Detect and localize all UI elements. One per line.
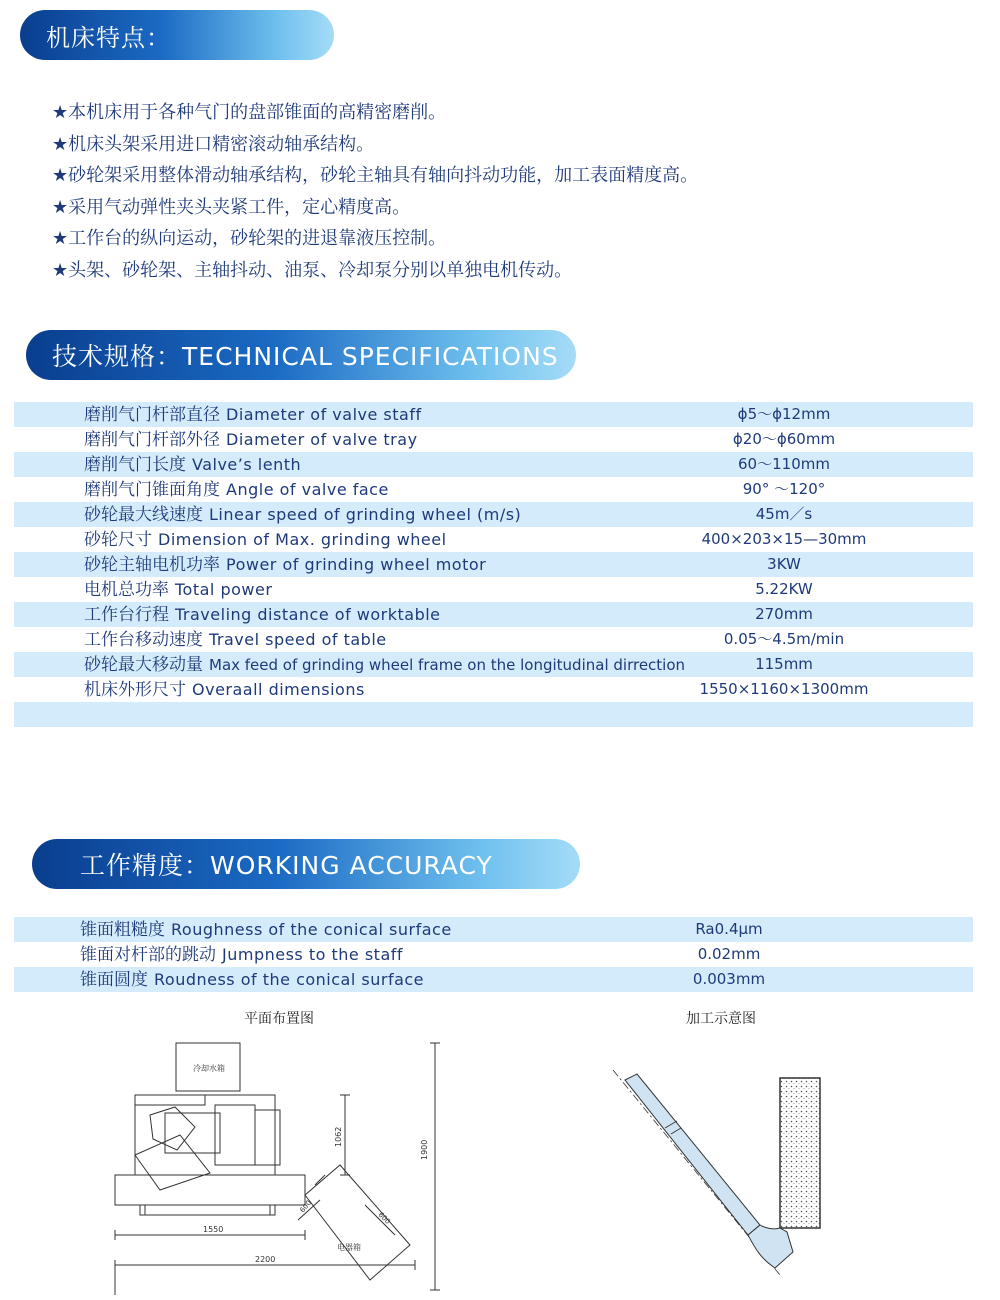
spec-name-en: Linear speed of grinding wheel (m/s) (209, 505, 522, 524)
process-drawing (605, 1070, 835, 1290)
spec-name-zh: 电机总功率 (84, 580, 169, 600)
feature-item: ★采用气动弹性夹头夹紧工件，定心精度高。 (52, 196, 411, 218)
spec-name-zh: 工作台行程 (84, 605, 169, 625)
spec-value: ϕ20～ϕ60mm (732, 430, 836, 448)
layout-drawing (105, 1035, 455, 1297)
accuracy-name-en: Roudness of the conical surface (154, 970, 425, 989)
accuracy-value: 0.003mm (692, 970, 766, 988)
spec-name-en: Max feed of grinding wheel frame on the longitudinal dirrection (209, 656, 686, 674)
table-row (14, 427, 973, 452)
spec-value: 400×203×15—30mm (701, 530, 867, 548)
table-row (14, 967, 973, 992)
spec-name-en: Power of grinding wheel motor (226, 555, 487, 574)
spec-name-zh: 磨削气门长度 (84, 455, 186, 475)
dim-600a-label: 600 (298, 1198, 314, 1215)
spec-value: 5.22KW (755, 580, 813, 598)
spec-value: 3KW (767, 555, 801, 573)
accuracy-name-zh: 锥面对杆部的跳动 (80, 945, 216, 965)
spec-name-en: Diameter of valve tray (226, 430, 418, 449)
feature-item: ★本机床用于各种气门的盘部锥面的高精密磨削。 (52, 102, 447, 123)
spec-value: 115mm (755, 655, 813, 673)
dim-600b-label: 600 (376, 1210, 392, 1226)
feature-item: ★机床头架采用进口精密滚动轴承结构。 (52, 133, 375, 155)
accuracy-value: Ra0.4μm (695, 920, 763, 938)
feature-list (52, 97, 952, 286)
spec-name-en: Overaall dimensions (192, 680, 365, 699)
spec-name-zh: 砂轮最大移动量 (84, 655, 203, 675)
dim-1900-label: 1900 (420, 1139, 429, 1160)
spec-name-zh: 砂轮尺寸 (84, 530, 152, 550)
table-row (14, 652, 973, 677)
table-row (14, 527, 973, 552)
electric-box-label: 电器箱 (337, 1243, 361, 1252)
grinding-wheel-shape (780, 1078, 820, 1228)
table-row (14, 627, 973, 652)
spec-table (14, 402, 973, 727)
table-row (14, 702, 973, 727)
spec-name-zh: 磨削气门杆部外径 (84, 430, 220, 450)
section-title-accuracy-text: 工作精度：WORKING ACCURACY (80, 851, 493, 880)
spec-name-en: Valve’s lenth (192, 455, 302, 474)
spec-name-en: Angle of valve face (226, 480, 389, 499)
table-row (14, 502, 973, 527)
accuracy-name-zh: 锥面圆度 (80, 970, 148, 990)
section-title-features (20, 10, 334, 60)
spec-value: 270mm (755, 605, 813, 623)
section-title-accuracy (32, 839, 580, 889)
spec-name-zh: 砂轮最大线速度 (84, 505, 203, 525)
spec-value: ϕ5～ϕ12mm (737, 405, 831, 423)
process-drawing-caption: 加工示意图 (686, 1011, 756, 1027)
accuracy-name-en: Jumpness to the staff (222, 945, 404, 964)
section-title-specifications-text: 技术规格：TECHNICAL SPECIFICATIONS (52, 342, 559, 371)
spec-name-en: Diameter of valve staff (226, 405, 422, 424)
spec-value: 90° ～120° (742, 480, 826, 498)
accuracy-name-zh: 锥面粗糙度 (80, 920, 165, 940)
electric-box-outline (305, 1165, 410, 1280)
table-row (14, 552, 973, 577)
spec-value: 45m／s (755, 505, 813, 523)
accuracy-name-en: Roughness of the conical surface (171, 920, 452, 939)
feature-item: ★砂轮架采用整体滑动轴承结构，砂轮主轴具有轴向抖动功能，加工表面精度高。 (52, 165, 699, 186)
spec-value: 60～110mm (738, 455, 830, 473)
table-row (14, 477, 973, 502)
section-title-specifications (26, 330, 576, 380)
table-row (14, 602, 973, 627)
section-title-features-text: 机床特点： (46, 23, 171, 52)
spec-value: 0.05～4.5m/min (723, 630, 845, 648)
spec-value (654, 702, 914, 727)
table-row (14, 577, 973, 602)
accuracy-value: 0.02mm (697, 945, 761, 963)
accuracy-table (14, 917, 973, 992)
valve-shape (613, 1070, 793, 1275)
table-row (14, 402, 973, 427)
layout-drawing-caption: 平面布置图 (244, 1011, 314, 1027)
spec-name-en: Dimension of Max. grinding wheel (158, 530, 447, 549)
feature-item: ★头架、砂轮架、主轴抖动、油泵、冷却泵分别以单独电机传动。 (52, 259, 573, 281)
spec-name-zh: 工作台移动速度 (84, 630, 203, 650)
spec-name-zh: 机床外形尺寸 (84, 680, 186, 700)
dim-1062-label: 1062 (334, 1126, 343, 1147)
spec-name-zh: 磨削气门锥面角度 (84, 480, 220, 500)
dim-1550-label: 1550 (203, 1225, 224, 1234)
table-row (14, 677, 973, 702)
spec-name-en: Travel speed of table (209, 630, 387, 649)
feature-item: ★工作台的纵向运动，砂轮架的进退靠液压控制。 (52, 228, 447, 249)
coolant-tank-label: 冷却水箱 (193, 1064, 225, 1073)
table-row (14, 452, 973, 477)
table-row (14, 942, 973, 967)
spec-name-zh: 磨削气门杆部直径 (84, 405, 220, 425)
table-row (14, 917, 973, 942)
spec-name-en: Traveling distance of worktable (175, 605, 441, 624)
spec-value: 1550×1160×1300mm (699, 680, 869, 698)
dim-2200-label: 2200 (255, 1255, 276, 1264)
spec-name-en: Total power (175, 580, 273, 599)
spec-name-zh: 砂轮主轴电机功率 (84, 555, 220, 575)
